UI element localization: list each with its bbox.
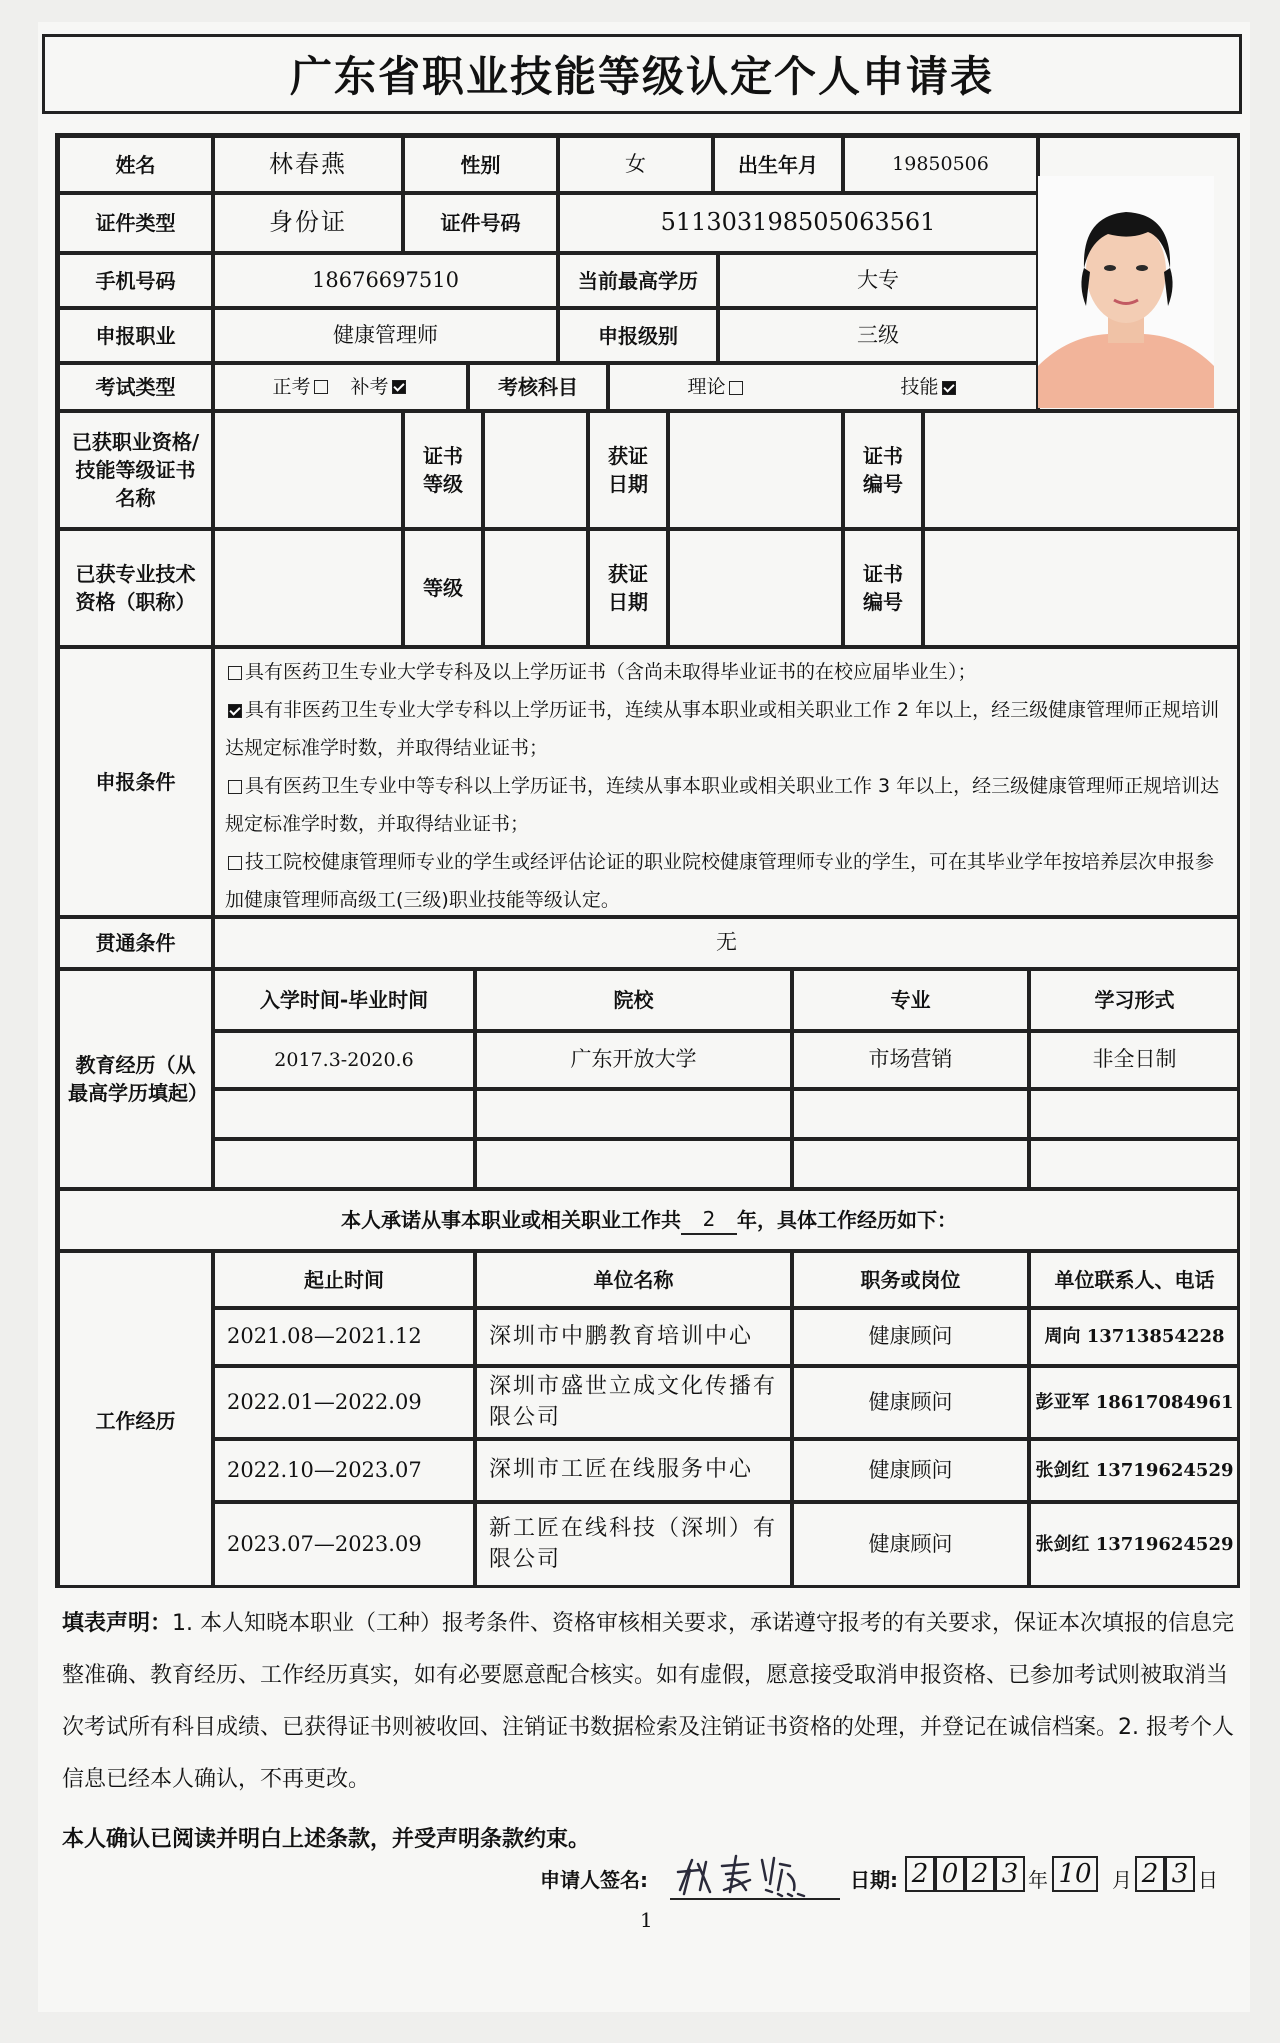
work-header-0: 起止时间 bbox=[213, 1251, 475, 1308]
value-obtain-date-2 bbox=[668, 529, 843, 647]
label-through: 贯通条件 bbox=[58, 917, 213, 969]
label-id-number: 证件号码 bbox=[403, 193, 558, 253]
condition-item: 技工院校健康管理师专业的学生或经评估论证的职业院校健康管理师专业的学生，可在其毕业学年按培养层次申报参加健康管理师高级工(三级)职业技能等级认定。 bbox=[225, 851, 1215, 911]
confirmation-statement: 本人确认已阅读并明白上述条款，并受声明条款约束。 bbox=[62, 1827, 591, 1852]
work-cell: 深圳市中鹏教育培训中心 bbox=[475, 1308, 792, 1366]
signature-field[interactable] bbox=[670, 1850, 840, 1900]
label-subject: 考核科目 bbox=[468, 363, 608, 411]
edu-cell bbox=[213, 1089, 475, 1139]
work-header-2: 职务或岗位 bbox=[792, 1251, 1029, 1308]
label-grade: 等级 bbox=[403, 529, 483, 647]
subject-opt1: 理论 bbox=[687, 375, 726, 398]
edu-cell bbox=[1029, 1089, 1240, 1139]
label-id-type: 证件类型 bbox=[58, 193, 213, 253]
form-title: 广东省职业技能等级认定个人申请表 bbox=[289, 52, 994, 101]
date-month[interactable]: 10 bbox=[1052, 1856, 1098, 1892]
exam-type-options bbox=[213, 363, 468, 411]
subject-opt1-checkbox[interactable] bbox=[729, 381, 743, 395]
work-cell: 深圳市工匠在线服务中心 bbox=[475, 1439, 792, 1502]
title-box bbox=[42, 34, 1242, 114]
label-cert-no-2: 证书编号 bbox=[843, 529, 923, 647]
value-level: 三级 bbox=[718, 308, 1038, 363]
value-obtained-cert bbox=[213, 411, 403, 529]
value-id-type: 身份证 bbox=[213, 193, 403, 253]
year-unit: 年 bbox=[1028, 1868, 1048, 1892]
declaration bbox=[62, 1598, 1237, 1806]
label-birth: 出生年月 bbox=[713, 136, 843, 193]
date-digit[interactable]: 0 bbox=[935, 1856, 965, 1892]
edu-cell bbox=[475, 1139, 792, 1189]
date-digit[interactable]: 2 bbox=[1135, 1856, 1165, 1892]
label-obtain-date-2: 获证日期 bbox=[588, 529, 668, 647]
value-grade bbox=[483, 529, 588, 647]
date-label: 日期: bbox=[850, 1868, 898, 1892]
edu-cell bbox=[792, 1089, 1029, 1139]
work-cell: 2023.07—2023.09 bbox=[213, 1502, 475, 1588]
label-conditions: 申报条件 bbox=[58, 647, 213, 917]
label-occupation: 申报职业 bbox=[58, 308, 213, 363]
work-cell: 新工匠在线科技（深圳）有限公司 bbox=[475, 1502, 792, 1588]
applicant-photo bbox=[1038, 176, 1214, 408]
label-obtained-cert: 已获职业资格/技能等级证书名称 bbox=[58, 411, 213, 529]
exam-type-opt1: 正考 bbox=[272, 375, 311, 398]
value-phone: 18676697510 bbox=[213, 253, 558, 308]
value-id-number: 511303198505063561 bbox=[558, 193, 1038, 253]
work-years: 2 bbox=[681, 1205, 737, 1235]
edu-header-3: 学习形式 bbox=[1029, 969, 1240, 1031]
condition-3-checkbox[interactable] bbox=[228, 780, 242, 794]
page-number: 1 bbox=[640, 1908, 653, 1932]
condition-item: 具有非医药卫生专业大学专科以上学历证书，连续从事本职业或相关职业工作 2 年以上，经三级健康管理师正规培训达规定标准学时数，并取得结业证书； bbox=[225, 699, 1220, 759]
work-cell: 健康顾问 bbox=[792, 1439, 1029, 1502]
work-cell: 健康顾问 bbox=[792, 1366, 1029, 1439]
label-exam-type: 考试类型 bbox=[58, 363, 213, 411]
condition-item: 具有医药卫生专业中等专科以上学历证书，连续从事本职业或相关职业工作 3 年以上，经三级健康管理师正规培训达规定标准学时数，并取得结业证书； bbox=[225, 775, 1220, 835]
label-phone: 手机号码 bbox=[58, 253, 213, 308]
work-promise: 本人承诺从事本职业或相关职业工作共 2 年，具体工作经历如下： bbox=[58, 1189, 1240, 1251]
edu-cell: 广东开放大学 bbox=[475, 1031, 792, 1089]
condition-4-checkbox[interactable] bbox=[228, 856, 242, 870]
value-through: 无 bbox=[213, 917, 1240, 969]
declaration-text: 1. 本人知晓本职业（工种）报考条件、资格审核相关要求，承诺遵守报考的有关要求，保证本次填报的信息完整准确、教育经历、工作经历真实，如有必要愿意配合核实。如有虚假，愿意接受取消申报资格、已参加考试则被取消当次考试所有科目成绩、已获得证书则被收回、注销证书数据检索及注销证书资格的处理，并登记在诚信档案。2. 报考个人信息已经本人确认，不再更改。 bbox=[62, 1611, 1235, 1792]
exam-type-opt2: 补考 bbox=[350, 375, 389, 398]
label-name: 姓名 bbox=[58, 136, 213, 193]
value-name: 林春燕 bbox=[213, 136, 403, 193]
month-unit: 月 bbox=[1112, 1868, 1132, 1892]
edu-header-2: 专业 bbox=[792, 969, 1029, 1031]
date-digit[interactable]: 3 bbox=[1165, 1856, 1195, 1892]
subject-options bbox=[608, 363, 1038, 411]
label-obtain-date: 获证日期 bbox=[588, 411, 668, 529]
work-cell: 深圳市盛世立成文化传播有限公司 bbox=[475, 1366, 792, 1439]
edu-cell: 非全日制 bbox=[1029, 1031, 1240, 1089]
value-occupation: 健康管理师 bbox=[213, 308, 558, 363]
work-cell: 彭亚军 18617084961 bbox=[1029, 1366, 1240, 1439]
edu-cell bbox=[475, 1089, 792, 1139]
signature-label: 申请人签名: bbox=[540, 1868, 648, 1892]
work-cell: 2022.01—2022.09 bbox=[213, 1366, 475, 1439]
work-cell: 张剑红 13719624529 bbox=[1029, 1502, 1240, 1588]
value-cert-no bbox=[923, 411, 1240, 529]
work-header-1: 单位名称 bbox=[475, 1251, 792, 1308]
label-edu-history: 教育经历（从最高学历填起） bbox=[58, 969, 213, 1189]
edu-cell: 2017.3-2020.6 bbox=[213, 1031, 475, 1089]
work-cell: 健康顾问 bbox=[792, 1502, 1029, 1588]
handwritten-signature bbox=[670, 1850, 840, 1898]
label-work-history: 工作经历 bbox=[58, 1251, 213, 1588]
condition-item: 具有医药卫生专业大学专科及以上学历证书（含尚未取得毕业证书的在校应届毕业生）； bbox=[225, 653, 1228, 691]
day-unit: 日 bbox=[1198, 1868, 1218, 1892]
value-cert-level bbox=[483, 411, 588, 529]
declaration-label: 填表声明： bbox=[62, 1611, 173, 1636]
signature-line bbox=[540, 1850, 1240, 1900]
edu-cell bbox=[213, 1139, 475, 1189]
work-header-3: 单位联系人、电话 bbox=[1029, 1251, 1240, 1308]
edu-header-1: 院校 bbox=[475, 969, 792, 1031]
label-cert-level: 证书等级 bbox=[403, 411, 483, 529]
conditions-list bbox=[213, 647, 1240, 917]
value-education: 大专 bbox=[718, 253, 1038, 308]
label-gender: 性别 bbox=[403, 136, 558, 193]
exam-type-opt1-checkbox[interactable] bbox=[314, 380, 328, 394]
work-cell: 2021.08—2021.12 bbox=[213, 1308, 475, 1366]
date-digit[interactable]: 2 bbox=[905, 1856, 935, 1892]
date-digit[interactable]: 3 bbox=[995, 1856, 1025, 1892]
label-cert-no: 证书编号 bbox=[843, 411, 923, 529]
value-obtain-date bbox=[668, 411, 843, 529]
work-cell: 健康顾问 bbox=[792, 1308, 1029, 1366]
exam-type-opt2-checkbox[interactable] bbox=[392, 380, 406, 394]
label-level: 申报级别 bbox=[558, 308, 718, 363]
edu-cell bbox=[1029, 1139, 1240, 1189]
edu-header-0: 入学时间-毕业时间 bbox=[213, 969, 475, 1031]
edu-cell: 市场营销 bbox=[792, 1031, 1029, 1089]
value-cert-no-2 bbox=[923, 529, 1240, 647]
condition-2-checkbox[interactable] bbox=[228, 704, 242, 718]
value-birth: 19850506 bbox=[843, 136, 1038, 193]
value-gender: 女 bbox=[558, 136, 713, 193]
label-education: 当前最高学历 bbox=[558, 253, 718, 308]
edu-cell bbox=[792, 1139, 1029, 1189]
label-prof-title: 已获专业技术资格（职称） bbox=[58, 529, 213, 647]
work-cell: 2022.10—2023.07 bbox=[213, 1439, 475, 1502]
work-cell: 张剑红 13719624529 bbox=[1029, 1439, 1240, 1502]
condition-1-checkbox[interactable] bbox=[228, 666, 242, 680]
date-digit[interactable]: 2 bbox=[965, 1856, 995, 1892]
subject-opt2-checkbox[interactable] bbox=[942, 381, 956, 395]
value-prof-title bbox=[213, 529, 403, 647]
subject-opt2: 技能 bbox=[900, 375, 939, 398]
work-cell: 周向 13713854228 bbox=[1029, 1308, 1240, 1366]
